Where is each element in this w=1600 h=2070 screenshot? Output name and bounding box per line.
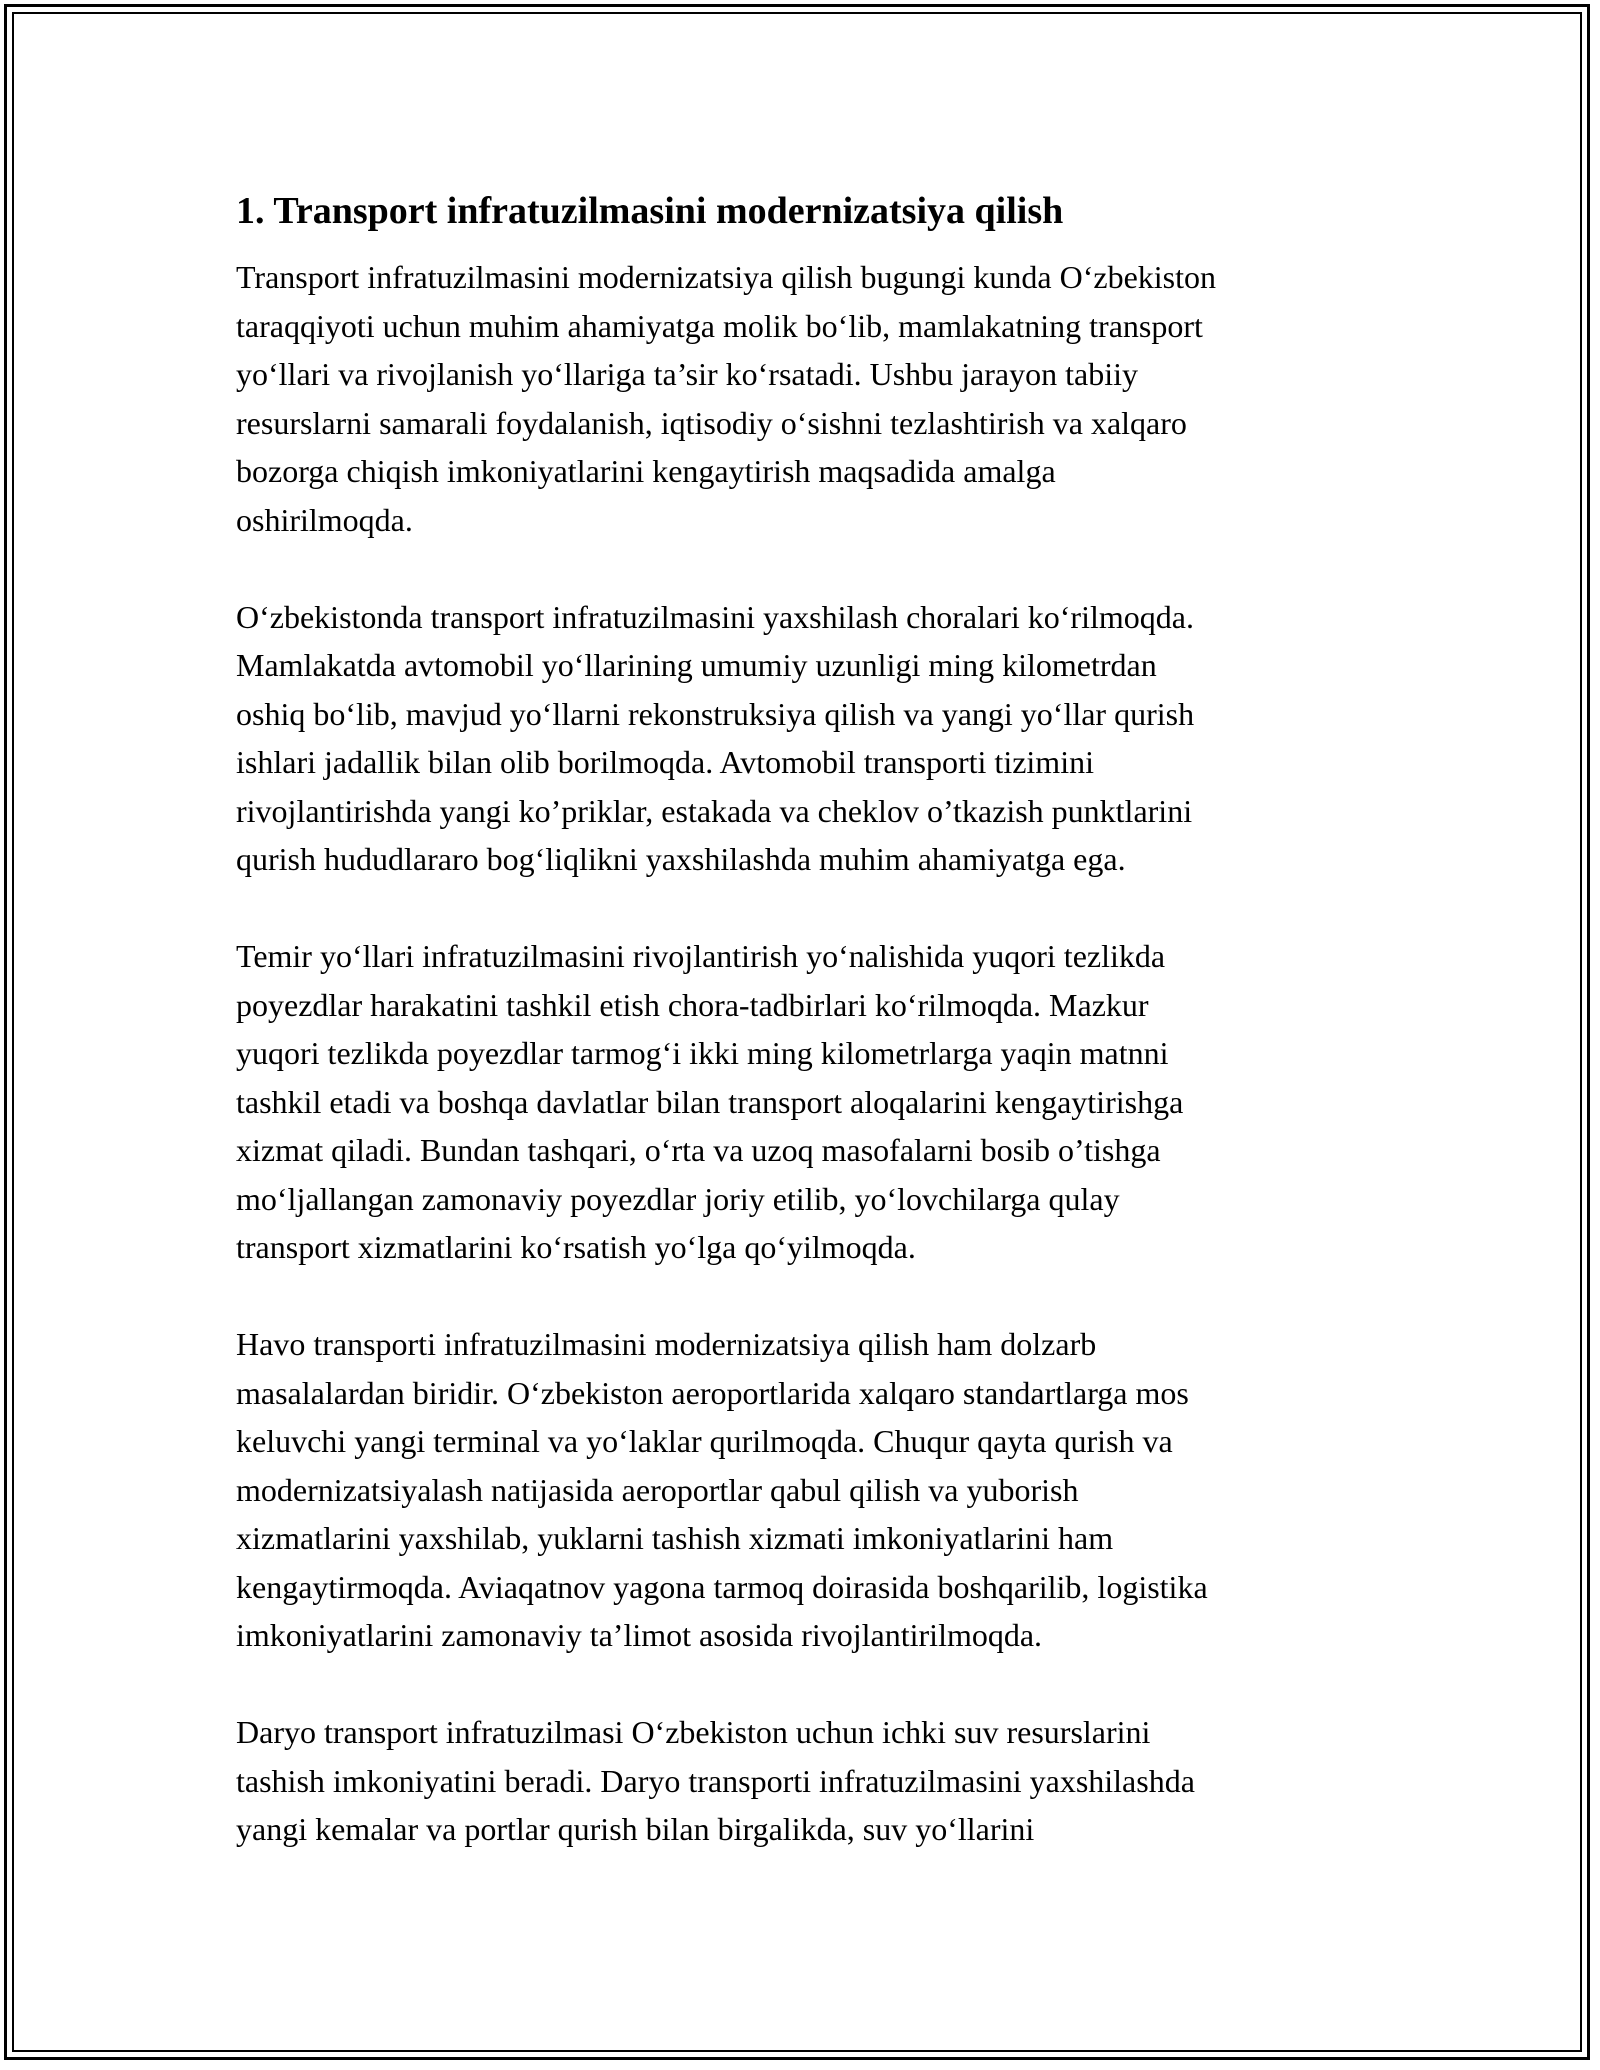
paragraph-line: xizmat qiladi. Bundan tashqari, o‘rta va uzoq masofalarni bosib o’tishga [236, 1132, 1161, 1168]
paragraph-line: oshirilmoqda. [236, 501, 413, 538]
paragraph-line: Mamlakatda avtomobil yo‘llarining umumiy uzunligi ming kilometrdan [236, 647, 1157, 683]
paragraph-line: transport xizmatlarini ko‘rsatish yo‘lga qo‘yilmoqda. [236, 1229, 916, 1265]
paragraph-line: bozorga chiqish imkoniyatlarini kengaytirish maqsadida amalga [236, 453, 1056, 489]
paragraph-line: modernizatsiyalash natijasida aeroportlar qabul qilish va yuborish [236, 1471, 1079, 1508]
paragraph-1 [236, 253, 1376, 544]
paragraph-line: Havo transporti infratuzilmasini modernizatsiya qilish ham dolzarb [236, 1326, 1097, 1362]
paragraph-line: imkoniyatlarini zamonaviy ta’limot asosida rivojlantirilmoqda. [236, 1617, 1043, 1653]
paragraph-3 [236, 932, 1376, 1272]
paragraph-line: ishlari jadallik bilan olib borilmoqda. Avtomobil transporti tizimini [236, 744, 1094, 780]
paragraph-line: tashkil etadi va boshqa davlatlar bilan transport aloqalarini kengaytirishga [236, 1083, 1184, 1120]
paragraph-line: mo‘ljallangan zamonaviy poyezdlar joriy etilib, yo‘lovchilarga qulay [236, 1180, 1120, 1217]
paragraph-line: rivojlantirishda yangi ko’priklar, estakada va cheklov o’tkazish punktlarini [236, 792, 1193, 829]
paragraph-line: oshiq bo‘lib, mavjud yo‘llarni rekonstruksiya qilish va yangi yo‘llar qurish [236, 695, 1195, 732]
paragraph-line: tashish imkoniyatini beradi. Daryo transporti infratuzilmasini yaxshilashda [236, 1762, 1195, 1799]
section-heading: 1. Transport infratuzilmasini modernizatsiya qilish [236, 190, 1064, 232]
paragraph-line: kengaytirmoqda. Aviaqatnov yagona tarmoq doirasida boshqarilib, logistika [236, 1568, 1208, 1605]
paragraph-line: resurslarni samarali foydalanish, iqtisodiy o‘sishni tezlashtirish va xalqaro [236, 404, 1187, 441]
paragraph-line: xizmatlarini yaxshilab, yuklarni tashish xizmati imkoniyatlarini ham [236, 1520, 1114, 1556]
paragraph-2 [236, 593, 1376, 884]
paragraph-line: yuqori tezlikda poyezdlar tarmog‘i ikki ming kilometrlarga yaqin matnni [236, 1035, 1169, 1071]
paragraph-line: qurish hududlararo bog‘liqlikni yaxshilashda muhim ahamiyatga ega. [236, 841, 1126, 877]
paragraph-5 [236, 1708, 1376, 1854]
paragraph-line: yo‘llari va rivojlanish yo‘llariga ta’sir ko‘rsatadi. Ushbu jarayon tabiiy [236, 356, 1138, 392]
paragraph-4 [236, 1320, 1376, 1660]
paragraph-line: poyezdlar harakatini tashkil etish chora-tadbirlari ko‘rilmoqda. Mazkur [236, 986, 1149, 1023]
paragraph-line: Daryo transport infratuzilmasi O‘zbekiston uchun ichki suv resurslarini [236, 1714, 1151, 1750]
paragraph-line: Temir yo‘llari infratuzilmasini rivojlantirish yo‘nalishida yuqori tezlikda [236, 938, 1166, 974]
document-body [236, 185, 1376, 1902]
paragraph-line: keluvchi yangi terminal va yo‘laklar qurilmoqda. Chuqur qayta qurish va [236, 1423, 1173, 1459]
paragraph-line: masalalardan biridir. O‘zbekiston aeroportlarida xalqaro standartlarga mos [236, 1374, 1189, 1411]
paragraph-line: taraqqiyoti uchun muhim ahamiyatga molik bo‘lib, mamlakatning transport [236, 307, 1203, 344]
paragraph-line: O‘zbekistonda transport infratuzilmasini yaxshilash choralari ko‘rilmoqda. [236, 598, 1194, 635]
paragraph-line: Transport infratuzilmasini modernizatsiya qilish bugungi kunda O‘zbekiston [236, 259, 1216, 295]
paragraph-line: yangi kemalar va portlar qurish bilan birgalikda, suv yo‘llarini [236, 1811, 1035, 1847]
